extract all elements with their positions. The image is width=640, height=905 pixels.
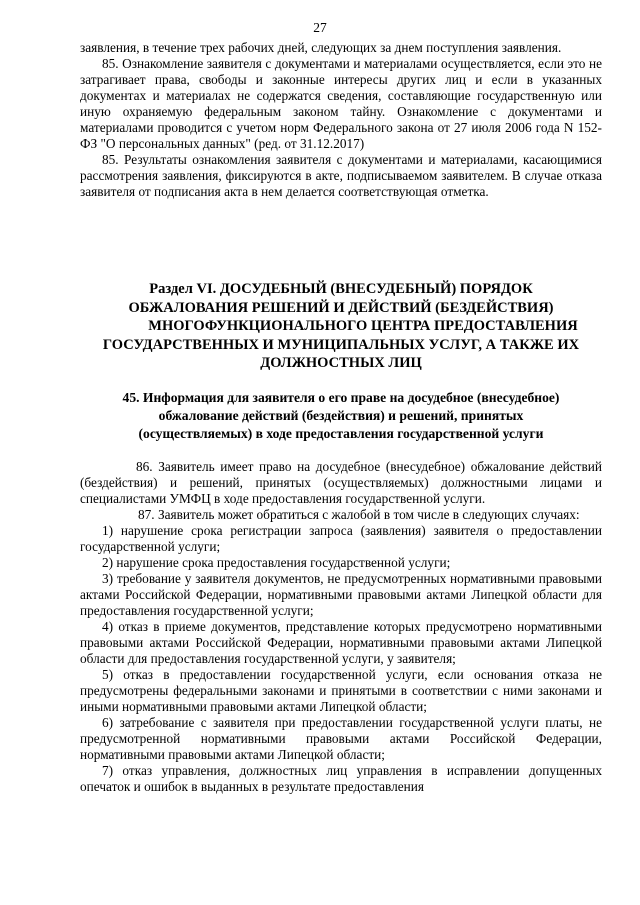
- section-heading-line: МНОГОФУНКЦИОНАЛЬНОГО ЦЕНТРА ПРЕДОСТАВЛЕНИЯ: [148, 318, 578, 334]
- list-item: 5) отказ в предоставлении государственной услуги, если основания отказа не предусмотрены федеральными законами и принятыми в соответствии с ними законами и иными нормативными правовыми актами Липецкой области;: [80, 667, 602, 714]
- section-heading-line: ГОСУДАРСТВЕННЫХ И МУНИЦИПАЛЬНЫХ УСЛУГ, А ТАКЖЕ ИХ: [102, 336, 580, 353]
- section-heading: [80, 280, 602, 373]
- list-item: 3) требование у заявителя документов, не предусмотренных нормативными правовыми актами Российской Федерации, нормативными правовыми актами Липецкой области для предоставления государственной услуги;: [80, 571, 602, 618]
- subheading-line: 45. Информация для заявителя о его праве на досудебное (внесудебное): [122, 390, 560, 405]
- body-text-block: [80, 459, 602, 795]
- top-text-block: [80, 40, 602, 200]
- subheading-line: (осуществляемых) в ходе предоставления государственной услуги: [138, 426, 544, 441]
- paragraph-87: 87. Заявитель может обратиться с жалобой в том числе в следующих случаях:: [138, 507, 580, 522]
- section-heading-line: ДОЛЖНОСТНЫХ ЛИЦ: [260, 355, 422, 371]
- section-heading-line: ОБЖАЛОВАНИЯ РЕШЕНИЙ И ДЕЙСТВИЙ (БЕЗДЕЙСТВИЯ): [128, 299, 554, 316]
- paragraph-85-familiarization: 85. Ознакомление заявителя с документами и материалами осуществляется, если это не затрагивает права, свободы и законные интересы других лиц и если в указанных документах и материалах не содержатся сведения, составляющие государственную или иную охраняемую федеральным законом тайну. Ознакомление с документами и материалами проводится с учетом норм Федерального закона от 27 июля 2006 года N 152-ФЗ "О персональных данных" (ред. от 31.12.2017): [80, 56, 602, 151]
- section-heading-line: Раздел VI. ДОСУДЕБНЫЙ (ВНЕСУДЕБНЫЙ) ПОРЯДОК: [149, 281, 533, 297]
- paragraph-continuation: заявления, в течение трех рабочих дней, следующих за днем поступления заявления.: [80, 40, 562, 55]
- list-item: 7) отказ управления, должностных лиц управления в исправлении допущенных опечаток и ошибок в выданных в результате предоставления: [80, 763, 602, 794]
- paragraph-86: 86. Заявитель имеет право на досудебное (внесудебное) обжалование действий (бездействия) и решений, принятых (осуществляемых) должностными лицами и специалистами УМФЦ в ходе предоставления государственной услуги.: [80, 459, 602, 506]
- subheading-line: обжалование действий (бездействия) и решений, принятых: [158, 408, 524, 423]
- page-number: 27: [313, 20, 327, 35]
- list-item: 1) нарушение срока регистрации запроса (заявления) заявителя о предоставлении государственной услуги;: [80, 523, 602, 554]
- subheading-45: [80, 389, 602, 443]
- paragraph-85-results: 85. Результаты ознакомления заявителя с документами и материалами, касающимися рассмотрения заявления, фиксируются в акте, подписываемом заявителем. В случае отказа заявителя от подписания акта в нем делается соответствующая отметка.: [80, 152, 602, 199]
- list-item: 4) отказ в приеме документов, представление которых предусмотрено нормативными правовыми актами Российской Федерации, нормативными правовыми актами Липецкой области для предоставления государственной услуги, у заявителя;: [80, 619, 602, 666]
- list-item: 6) затребование с заявителя при предоставлении государственной услуги платы, не предусмотренной нормативными правовыми актами Российской Федерации, нормативными правовыми актами Липецкой области;: [80, 715, 602, 762]
- list-item: 2) нарушение срока предоставления государственной услуги;: [102, 555, 451, 570]
